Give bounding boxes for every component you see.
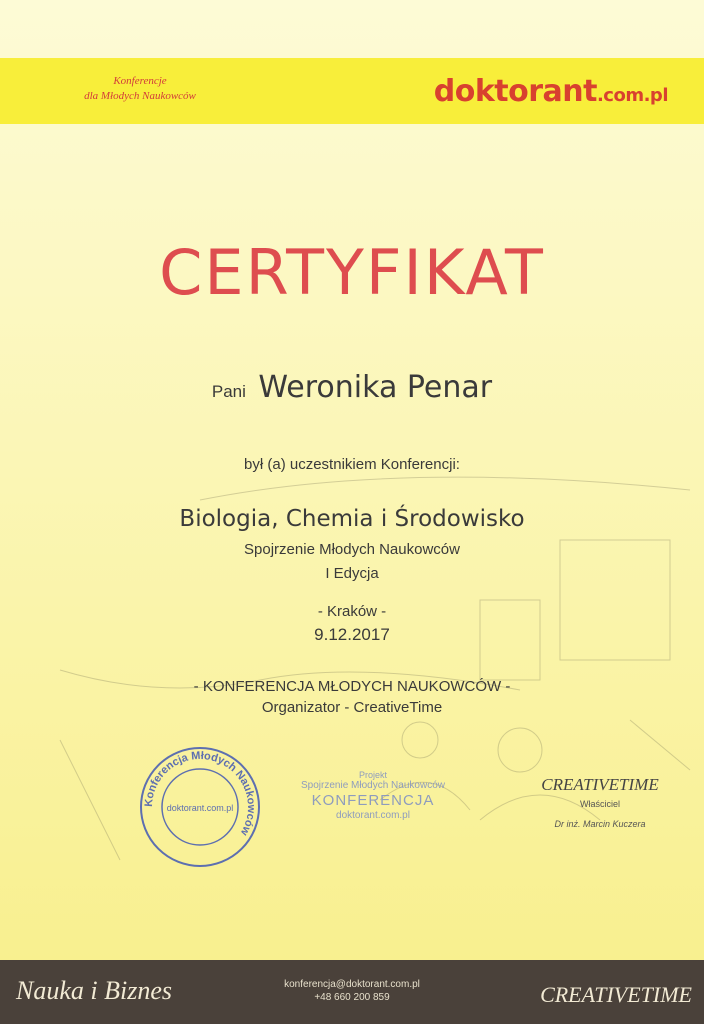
project-stamp-line-3: KONFERENCJA xyxy=(311,792,435,809)
owner-signature-block xyxy=(525,775,675,829)
brand-main: doktorant xyxy=(433,74,597,109)
round-stamp-outer-text: Konferencja Młodych Naukowców xyxy=(142,749,258,838)
city: - Kraków - xyxy=(317,603,387,620)
footer-brand: CREATIVETIME xyxy=(540,982,692,1007)
recipient-line xyxy=(0,370,704,405)
project-stamp-line-2: Spojrzenie Młodych Naukowców xyxy=(301,780,445,791)
project-stamp xyxy=(298,770,448,840)
round-stamp-center-text: doktorant.com.pl xyxy=(166,803,234,813)
footer-phone: +48 660 200 859 xyxy=(314,992,390,1003)
footer-slogan: Nauka i Biznes xyxy=(16,976,172,1005)
certificate-title: CERTYFIKAT xyxy=(159,236,545,309)
date: 9.12.2017 xyxy=(314,625,390,644)
logo-line-1: Konferencje xyxy=(113,75,167,87)
project-stamp-line-1: Projekt xyxy=(358,770,387,780)
recipient-name: Weronika Penar xyxy=(258,370,493,405)
organizer-line: Organizator - CreativeTime xyxy=(261,699,443,716)
conference-subtitle: Spojrzenie Młodych Naukowców xyxy=(244,541,460,558)
project-stamp-line-4: doktorant.com.pl xyxy=(336,810,410,821)
footer-contact xyxy=(262,978,442,1004)
salutation: Pani xyxy=(211,382,246,401)
edition: I Edycja xyxy=(325,565,379,582)
round-stamp xyxy=(138,745,262,869)
footer-bar xyxy=(0,960,704,1024)
owner-role: Właściciel xyxy=(579,799,620,809)
conference-title: Biologia, Chemia i Środowisko xyxy=(179,506,525,532)
brand-suffix: .com.pl xyxy=(596,85,668,106)
owner-name: Dr inż. Marcin Kuczera xyxy=(554,819,646,829)
footer-email: konferencja@doktorant.com.pl xyxy=(284,979,420,990)
logo-line-2: dla Młodych Naukowców xyxy=(84,90,196,102)
brand-logo xyxy=(434,74,668,109)
conference-logo xyxy=(60,74,220,104)
participation-text: był (a) uczestnikiem Konferencji: xyxy=(244,456,460,473)
owner-brand: CREATIVETIME xyxy=(541,775,659,794)
organizer-name: - KONFERENCJA MŁODYCH NAUKOWCÓW - xyxy=(193,678,511,695)
